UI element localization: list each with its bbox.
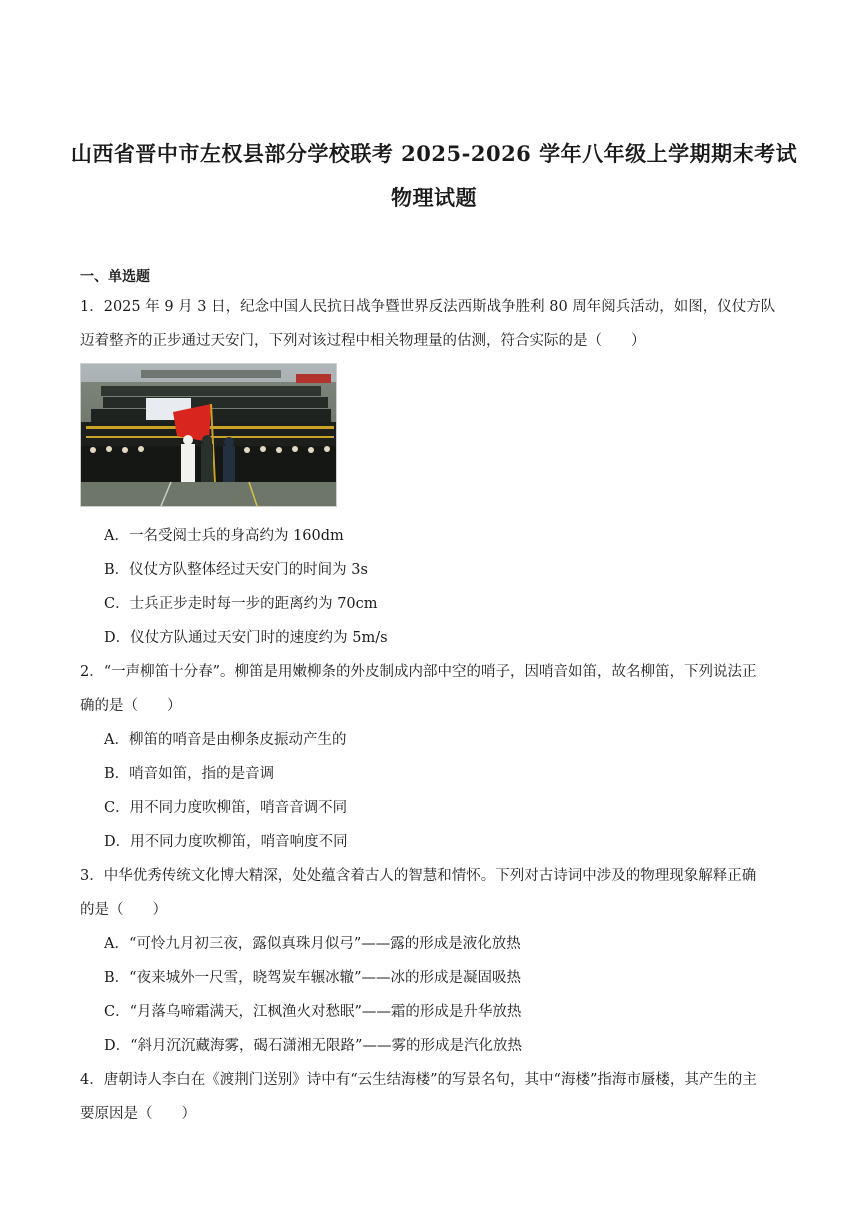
question-3-line-2: 的是（ ） [80, 902, 167, 918]
question-1-option-c: C．士兵正步走时每一步的距离约为 70cm [104, 596, 378, 612]
question-3-option-c: C．“月落乌啼霜满天，江枫渔火对愁眠”——霜的形成是升华放热 [104, 1004, 522, 1020]
section-heading: 一、单选题 [80, 269, 150, 285]
question-2-option-a: A．柳笛的哨音是由柳条皮振动产生的 [104, 732, 347, 748]
question-2-line-1: 2．“一声柳笛十分春”。柳笛是用嫩柳条的外皮制成内部中空的哨子，因哨音如笛，故名柳笛，下列说法正 [80, 664, 757, 680]
question-2-option-d: D．用不同力度吹柳笛，哨音响度不同 [104, 834, 348, 850]
question-3-option-d: D．“斜月沉沉藏海雾，碣石潇湘无限路”——雾的形成是汽化放热 [104, 1038, 522, 1054]
question-4-line-2: 要原因是（ ） [80, 1106, 196, 1122]
question-3-option-b: B．“夜来城外一尺雪，晓驾炭车辗冰辙”——冰的形成是凝固吸热 [104, 970, 521, 986]
question-2-line-2: 确的是（ ） [80, 698, 182, 714]
question-1-line-2: 迈着整齐的正步通过天安门，下列对该过程中相关物理量的估测，符合实际的是（ ） [80, 333, 646, 349]
question-1-option-a: A．一名受阅士兵的身高约为 160dm [104, 528, 344, 544]
question-3-option-a: A．“可怜九月初三夜，露似真珠月似弓”——露的形成是液化放热 [104, 936, 521, 952]
question-1-option-d: D．仪仗方队通过天安门时的速度约为 5m/s [104, 630, 388, 646]
question-2-option-b: B．哨音如笛，指的是音调 [104, 766, 275, 782]
exam-title-line-2: 物理试题 [391, 185, 477, 210]
question-2-option-c: C．用不同力度吹柳笛，哨音音调不同 [104, 800, 348, 816]
question-1-option-b: B．仪仗方队整体经过天安门的时间为 3s [104, 562, 368, 578]
parade-photo [80, 363, 337, 507]
question-3-line-1: 3．中华优秀传统文化博大精深，处处蕴含着古人的智慧和情怀。下列对古诗词中涉及的物理现象解释正确 [80, 868, 757, 884]
exam-title-line-1: 山西省晋中市左权县部分学校联考 2025-2026 学年八年级上学期期末考试 [70, 141, 798, 166]
question-4-line-1: 4．唐朝诗人李白在《渡荆门送别》诗中有“云生结海楼”的写景名句，其中“海楼”指海市蜃楼，其产生的主 [80, 1072, 757, 1088]
question-1-line-1: 1．2025 年 9 月 3 日，纪念中国人民抗日战争暨世界反法西斯战争胜利 80 周年阅兵活动，如图，仪仗方队 [80, 299, 776, 315]
